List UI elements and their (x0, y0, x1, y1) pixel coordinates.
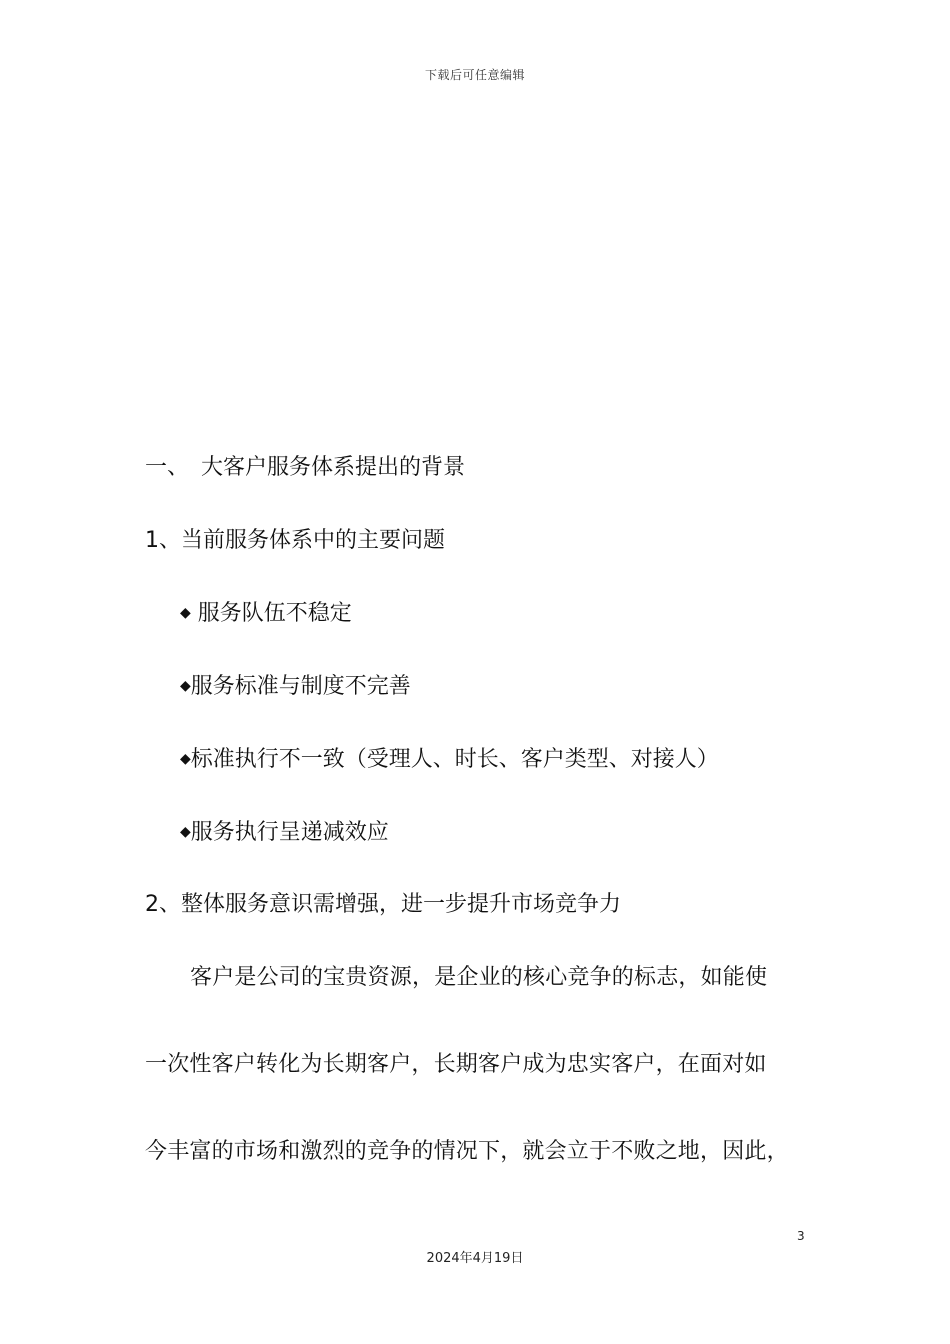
diamond-bullet-icon: ◆ (180, 824, 191, 840)
footer-date: 2024年4月19日 (426, 1251, 524, 1266)
bullet-text: 服务队伍不稳定 (197, 601, 352, 626)
diamond-bullet-icon: ◆ (180, 751, 191, 767)
bullet-item (180, 596, 352, 627)
subheading-current-problems: 1、当前服务体系中的主要问题 (145, 528, 445, 553)
bullet-item (180, 742, 719, 773)
bullet-text: 标准执行不一致（受理人、时长、客户类型、对接人） (190, 747, 719, 772)
paragraph-line: 客户是公司的宝贵资源，是企业的核心竞争的标志，如能使 (190, 965, 768, 990)
diamond-bullet-icon: ◆ (180, 678, 191, 694)
page-number: 3 (797, 1229, 805, 1243)
paragraph-line: 一次性客户转化为长期客户，长期客户成为忠实客户，在面对如 (145, 1052, 767, 1077)
diamond-bullet-icon: ◆ (180, 605, 191, 621)
bullet-item (180, 815, 389, 846)
section-marker: 一、 (145, 455, 190, 480)
bullet-text: 服务标准与制度不完善 (190, 674, 411, 699)
bullet-item (180, 669, 411, 700)
subheading-service-awareness: 2、整体服务意识需增强，进一步提升市场竞争力 (145, 892, 621, 917)
section-title-text: 大客户服务体系提出的背景 (201, 455, 466, 480)
paragraph-line: 今丰富的市场和激烈的竞争的情况下，就会立于不败之地，因此， (145, 1139, 789, 1164)
header-note: 下载后可任意编辑 (424, 68, 525, 82)
bullet-text: 服务执行呈递减效应 (190, 820, 389, 845)
section-title (145, 450, 465, 481)
